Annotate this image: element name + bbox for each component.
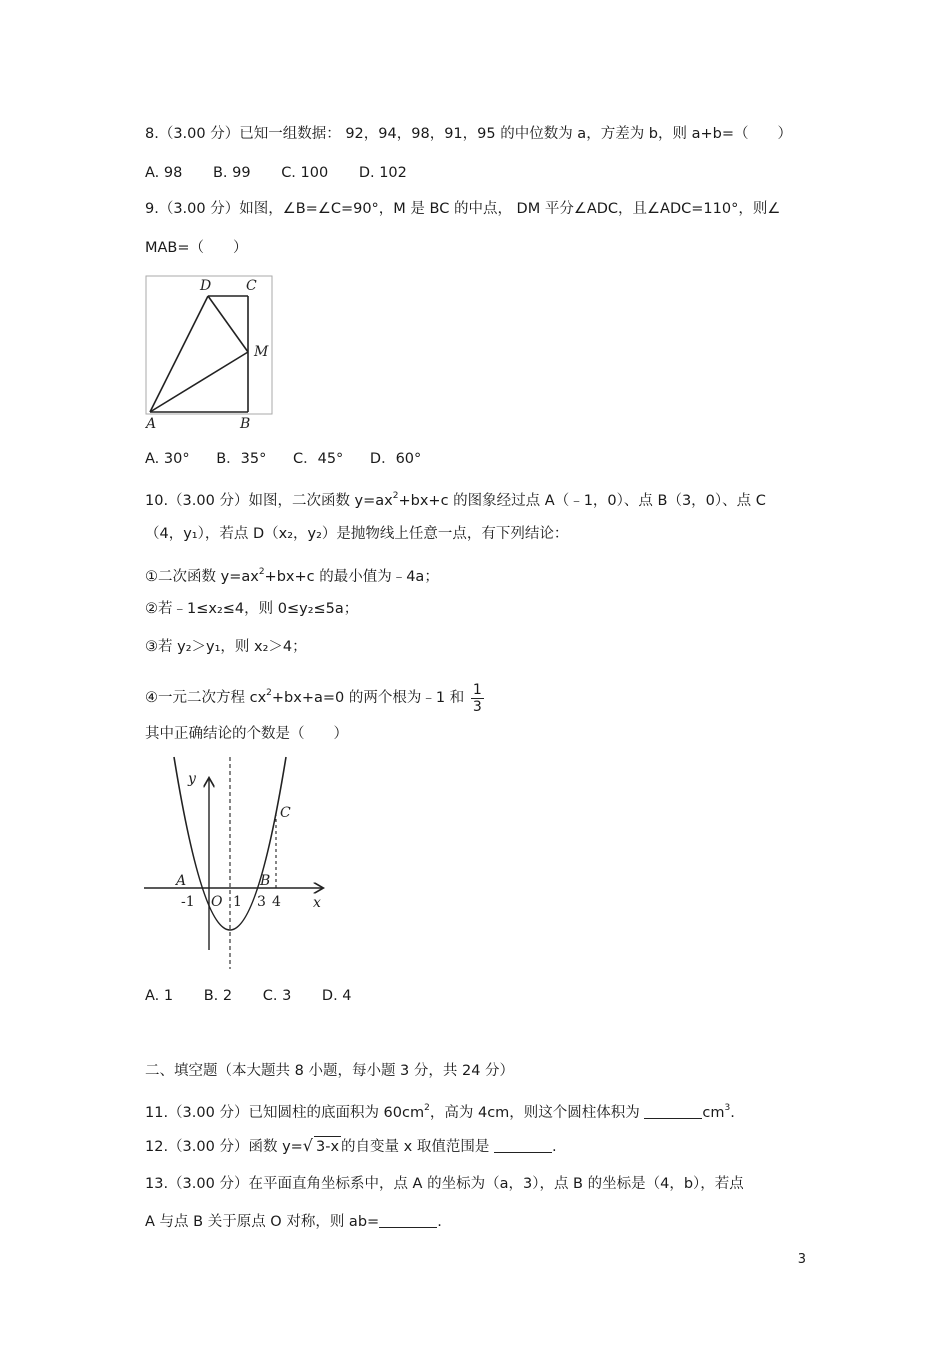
q8-option-a: A. 98 bbox=[145, 165, 183, 181]
q9-stem-line2: MAB=（ ） bbox=[145, 240, 248, 256]
q13-answer-blank[interactable] bbox=[379, 1213, 437, 1228]
page-number: 3 bbox=[797, 1252, 806, 1267]
q11-unit: cm bbox=[702, 1105, 725, 1121]
q8-option-c: C. 100 bbox=[281, 165, 329, 181]
q11-sup-2: 3 bbox=[724, 1103, 731, 1113]
tick-one: 1 bbox=[233, 894, 242, 910]
q12-answer-blank[interactable] bbox=[494, 1138, 552, 1153]
label-point-a: A bbox=[176, 873, 187, 889]
section-2-heading: 二、填空题（本大题共 8 小题，每小题 3 分，共 24 分） bbox=[145, 1063, 515, 1079]
q13-stem-line1: 13.（3.00 分）在平面直角坐标系中，点 A 的坐标为（a，3），点 B 的坐标是（4，b），若点 bbox=[145, 1176, 744, 1192]
q11-sup-1: 2 bbox=[424, 1103, 430, 1113]
label-d: D bbox=[200, 278, 212, 294]
q10-stem-line1 bbox=[145, 486, 766, 511]
label-origin: O bbox=[211, 894, 223, 910]
tick-four: 4 bbox=[272, 894, 281, 910]
q9-option-c: C．45° bbox=[292, 451, 344, 467]
tick-minus-one: -1 bbox=[181, 894, 195, 910]
label-point-b: B bbox=[260, 873, 271, 889]
q8-options bbox=[145, 163, 433, 183]
q13-stem-line2 bbox=[145, 1212, 442, 1232]
q9-figure bbox=[140, 272, 280, 434]
q13-end: . bbox=[437, 1214, 442, 1230]
q10-s1-part-a: ①二次函数 y=ax bbox=[145, 569, 259, 585]
label-x: x bbox=[313, 895, 321, 911]
q10-s1-part-b: +bx+c 的最小值为﹣4a； bbox=[264, 569, 439, 585]
q10-stem-line2: （4，y₁），若点 D（x₂，y₂）是抛物线上任意一点，有下列结论： bbox=[145, 526, 569, 542]
fraction-one-third bbox=[471, 682, 484, 715]
label-y: y bbox=[188, 771, 196, 787]
q10-option-c: C. 3 bbox=[262, 988, 292, 1004]
q12-end: . bbox=[551, 1139, 557, 1155]
q12-stem bbox=[145, 1136, 557, 1157]
q8-stem: 8.（3.00 分）已知一组数据： 92，94，98，91，95 的中位数为 a，方差为 b，则 a+b=（ ） bbox=[145, 126, 793, 142]
q10-stem-sup: 2 bbox=[392, 491, 399, 501]
q11-part-b: ，高为 4cm，则这个圆柱体积为 bbox=[429, 1105, 640, 1121]
q11-stem bbox=[145, 1098, 735, 1123]
q9-options bbox=[145, 449, 443, 469]
label-a: A bbox=[146, 416, 157, 432]
q11-answer-blank[interactable] bbox=[644, 1104, 702, 1119]
q9-stem-line1: 9.（3.00 分）如图，∠B=∠C=90°，M 是 BC 的中点， DM 平分∠ADC，且∠ADC=110°，则∠ bbox=[145, 201, 781, 217]
q12-radicand: 3-x bbox=[314, 1136, 341, 1157]
q10-s4-part-b: +bx+a=0 的两个根为﹣1 和 bbox=[271, 690, 465, 706]
q10-option-b: B. 2 bbox=[203, 988, 233, 1004]
label-m: M bbox=[254, 344, 269, 360]
label-c: C bbox=[246, 278, 257, 294]
tick-three: 3 bbox=[257, 894, 266, 910]
q10-stem-part-a: 10.（3.00 分）如图，二次函数 y=ax bbox=[145, 493, 393, 509]
q10-statement-2: ②若﹣1≤x₂≤4，则 0≤y₂≤5a； bbox=[145, 601, 359, 617]
q10-option-a: A. 1 bbox=[145, 988, 174, 1004]
q9-option-b: B．35° bbox=[216, 451, 267, 467]
q10-stem-part-b: +bx+c 的图象经过点 A（﹣1，0）、点 B（3，0）、点 C bbox=[398, 493, 766, 509]
segment-dm bbox=[208, 296, 248, 352]
q8-option-b: B. 99 bbox=[212, 165, 251, 181]
q10-options bbox=[145, 986, 378, 1006]
q10-parabola-figure bbox=[140, 755, 335, 973]
q10-option-d: D. 4 bbox=[321, 988, 352, 1004]
q10-statement-3: ③若 y₂＞y₁，则 x₂＞4； bbox=[145, 639, 307, 655]
label-point-c: C bbox=[280, 805, 291, 821]
q10-statement-4 bbox=[145, 676, 484, 715]
fraction-denominator: 3 bbox=[472, 698, 482, 715]
q9-option-d: D．60° bbox=[369, 451, 422, 467]
q10-s4-sup: 2 bbox=[266, 688, 272, 698]
q11-end: . bbox=[730, 1105, 735, 1121]
q10-statement-1 bbox=[145, 562, 439, 587]
q11-part-a: 11.（3.00 分）已知圆柱的底面积为 60cm bbox=[145, 1105, 425, 1121]
q9-option-a: A. 30° bbox=[145, 451, 190, 467]
q8-option-d: D. 102 bbox=[358, 165, 407, 181]
q12-part-a: 12.（3.00 分）函数 y= bbox=[145, 1139, 303, 1155]
label-b: B bbox=[240, 416, 251, 432]
sqrt-sign: √ bbox=[302, 1136, 313, 1155]
q10-s4-part-a: ④一元二次方程 cx bbox=[145, 690, 267, 706]
fraction-numerator: 1 bbox=[472, 681, 482, 698]
q10-s1-sup: 2 bbox=[258, 567, 265, 577]
q10-ask: 其中正确结论的个数是（ ） bbox=[145, 726, 348, 742]
q12-part-b: 的自变量 x 取值范围是 bbox=[341, 1139, 490, 1155]
q13-part-a: A 与点 B 关于原点 O 对称，则 ab= bbox=[145, 1214, 380, 1230]
